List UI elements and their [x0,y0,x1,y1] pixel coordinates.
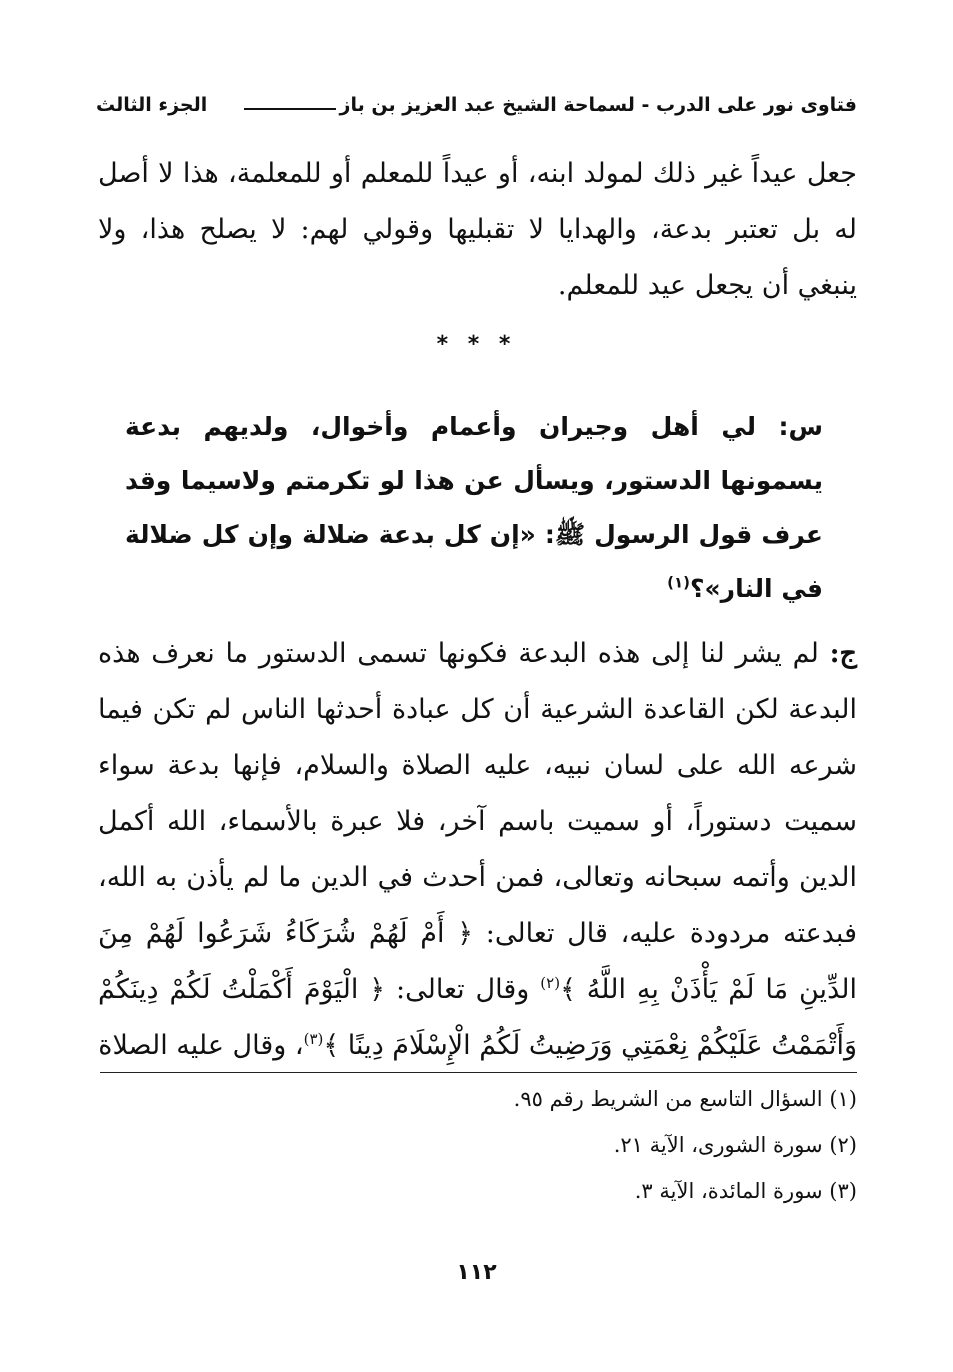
section-separator: * * * [436,332,517,357]
footnote-1: (١) السؤال التاسع من الشريط رقم ٩٥. [513,1087,857,1111]
answer-text-2: وقال تعالى: [396,974,530,1005]
answer-label: ج: [829,638,857,669]
footnote-3: (٣) سورة المائدة، الآية ٣. [634,1179,857,1203]
header-book-title-wrap [240,94,857,116]
answer-text-3: ، وقال عليه الصلاة [98,1030,304,1061]
footnote-ref-3: (٣) [303,1030,324,1048]
question-label: س: [778,412,823,441]
quran-verse-2: ﴿ الْيَوْمَ أَكْمَلْتُ لَكُمْ دِينَكُمْ وَأَتْمَمْتُ عَلَيْكُمْ نِعْمَتِي وَرَضِيتُ لَكُمُ الْإِسْلَامَ دِينًا ﴾ [98,974,857,1061]
header-book-title: فتاوى نور على الدرب - لسماحة الشيخ عبد العزيز بن باز [339,94,857,116]
footnote-divider [100,1072,857,1073]
header-volume: الجزء الثالث [96,94,208,116]
footnote-2: (٢) سورة الشورى، الآية ٢١. [613,1133,857,1157]
question-text: لي أهل وجيران وأعمام وأخوال، ولديهم بدعة يسمونها الدستور، ويسأل عن هذا لو تكرمتم ولاسيما وقد عرف قول الرسول ﷺ: «إن كل بدعة ضلالة وإن كل ضلالة في النار»؟ [125,412,823,603]
quran-verse-1: ﴿ أَمْ لَهُمْ شُرَكَاءُ شَرَعُوا لَهُمْ مِنَ الدِّينِ مَا لَمْ يَأْذَنْ بِهِ اللَّهُ ﴾ [98,918,857,1005]
header-rule [244,108,336,110]
page-number: ١١٢ [456,1260,497,1285]
answer-text-1: لم يشر لنا إلى هذه البدعة فكونها تسمى الدستور ما نعرف هذه البدعة لكن القاعدة الشرعية أن كل عبادة أحدثها الناس لم تكن فيما شرعه الله على لسان نبيه، عليه الصلاة والسلام، فإنها بدعة سواء سميت دستوراً، أو سميت باسم آخر، فلا عبرة بالأسماء، الله أكمل الدين وأتمه سبحانه وتعالى، فمن أحدث في الدين ما لم يأذن به الله، فبدعته مردودة عليه، قال تعالى: [98,638,857,949]
footnote-ref-1: (١) [667,573,691,592]
footnote-ref-2: (٢) [540,974,561,992]
running-header [96,88,857,122]
footnotes [96,1076,857,1214]
answer-block [98,626,857,1074]
paragraph-continued: جعل عيداً غير ذلك لمولد ابنه، أو عيداً للمعلم أو للمعلمة، هذا لا أصل له بل تعتبر بدعة، والهدايا لا تقبليها وقولي لهم: لا يصلح هذا، ولا ينبغي أن يجعل عيد للمعلم. [98,158,857,301]
question-block [125,400,823,616]
